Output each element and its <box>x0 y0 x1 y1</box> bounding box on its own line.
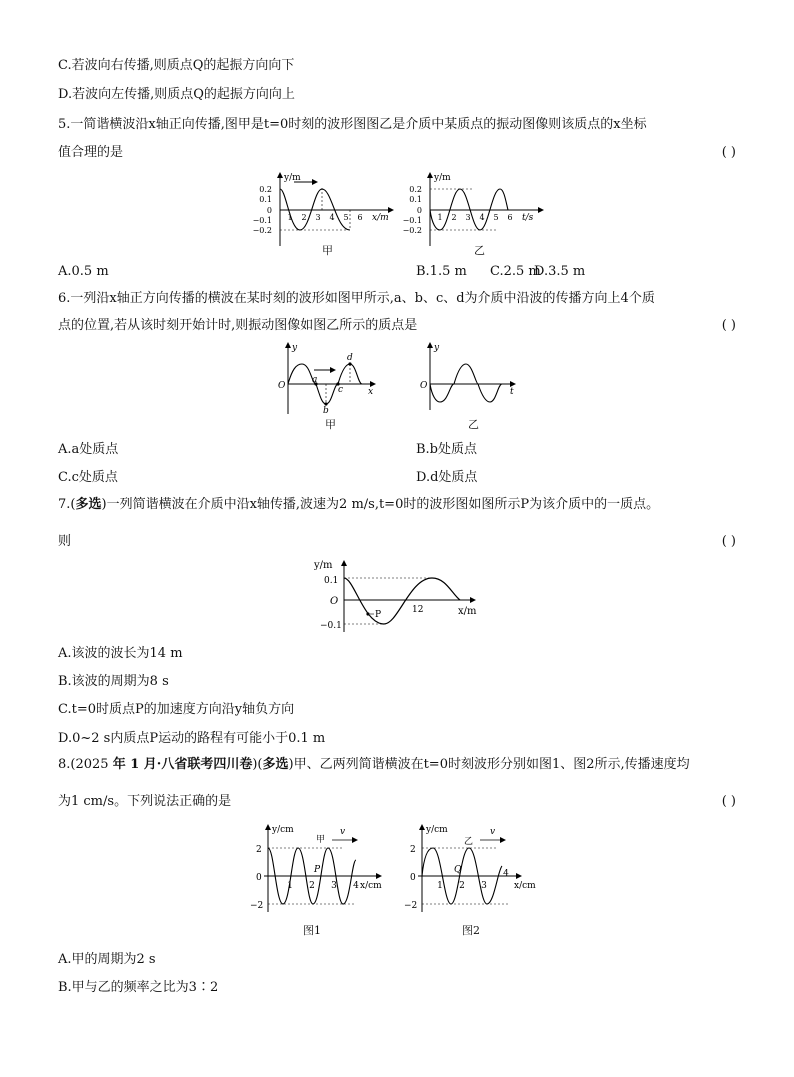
q8-option-a: A.甲的周期为2 s <box>58 952 156 967</box>
q6-option-d: D.d处质点 <box>416 470 478 485</box>
q4-option-d: D.若波向左传播,则质点Q的起振方向向上 <box>58 87 295 102</box>
f5a-xtick: 4 <box>329 213 335 222</box>
q6-caption-jia: 甲 <box>325 418 336 431</box>
q7-figure <box>310 556 490 638</box>
q6-stem-line1: 6.一列沿x轴正方向传播的横波在某时刻的波形如图甲所示,a、b、c、d为介质中沿波的传播方向上4个质 <box>58 291 655 306</box>
f6a-point-d: d <box>347 353 353 363</box>
f5b-ytick: 0.1 <box>409 195 422 204</box>
f6b-ylabel: y <box>434 343 440 353</box>
f7-ylabel: y/m <box>314 560 333 571</box>
f5a-ylabel: y/m <box>284 173 301 183</box>
q7-option-a: A.该波的波长为14 m <box>58 646 183 661</box>
q5-stem-line2: 值合理的是 <box>58 145 124 160</box>
f8b-point-q: Q <box>454 865 462 875</box>
f8a-xtick: 3 <box>331 881 337 891</box>
f5a-ytick: 0.2 <box>259 185 272 194</box>
q8-figure-1 <box>250 820 400 919</box>
q7-stem-line1: 7.(多选)一列简谐横波在介质中沿x轴传播,波速为2 m/s,t=0时的波形图如图所示P为该介质中的一质点。 <box>58 497 660 512</box>
q8-stem-line1: 8.(2025 年 1 月·八省联考四川卷)(多选)甲、乙两列简谐横波在t=0时刻波形分别如图1、图2所示,传播速度均 <box>58 757 690 772</box>
q7-option-d: D.0~2 s内质点P运动的路程有可能小于0.1 m <box>58 731 326 746</box>
q8-figure-2 <box>404 820 554 919</box>
f6a-point-a: a <box>312 375 318 385</box>
f8b-xtick: 1 <box>437 881 443 891</box>
q5-caption-jia: 甲 <box>322 244 333 257</box>
f8a-xtick: 1 <box>287 881 293 891</box>
f8b-xlabel: x/cm <box>514 881 536 891</box>
f7-ytick: 0.1 <box>324 576 339 586</box>
f8a-ylabel: y/cm <box>272 825 294 835</box>
f5b-xtick: 3 <box>465 213 471 222</box>
q6-figure-jia <box>276 340 386 424</box>
f5b-xtick: 1 <box>437 213 443 222</box>
q5-answer-blank: ( ) <box>721 145 736 160</box>
f5b-ytick: 0 <box>416 206 422 215</box>
q6-option-c: C.c处质点 <box>58 470 118 485</box>
f5b-xtick: 6 <box>507 213 513 222</box>
q5-option-c: C.2.5 m <box>490 264 541 279</box>
f6a-ylabel: y <box>292 343 298 353</box>
f5b-xtick: 5 <box>493 213 499 222</box>
f5b-xtick: 4 <box>479 213 485 222</box>
q6-caption-yi: 乙 <box>468 418 479 431</box>
q8-caption-fig1: 图1 <box>303 924 321 937</box>
f5a-ytick: −0.1 <box>252 216 272 225</box>
f5a-ytick: 0 <box>266 206 272 215</box>
f8a-point-p: P <box>314 865 321 875</box>
f7-ytick: −0.1 <box>320 621 342 631</box>
q6-option-b: B.b处质点 <box>416 442 478 457</box>
f6a-origin: O <box>278 381 286 391</box>
f6a-point-c: c <box>338 385 344 395</box>
q7-answer-blank: ( ) <box>721 534 736 549</box>
q6-answer-blank: ( ) <box>721 318 736 333</box>
f8b-ytick: 0 <box>410 873 416 883</box>
f8b-xtick: 4 <box>503 869 509 879</box>
f8a-v-label: v <box>340 827 346 837</box>
f8a-wave-name: 甲 <box>316 835 326 845</box>
f5b-ytick: −0.2 <box>402 226 422 235</box>
f8a-xtick: 2 <box>309 881 315 891</box>
f8a-xtick: 4 <box>353 881 359 891</box>
q8-option-b: B.甲与乙的频率之比为3∶2 <box>58 980 219 995</box>
q5-option-d: D.3.5 m <box>534 264 586 279</box>
f5a-xlabel: x/m <box>372 213 389 223</box>
q5-caption-yi: 乙 <box>474 244 485 257</box>
q6-figure-yi <box>418 340 528 424</box>
f8a-ytick: −2 <box>250 901 264 911</box>
f6b-origin: O <box>420 381 428 391</box>
q8-stem-line2: 为1 cm/s。下列说法正确的是 <box>58 794 232 809</box>
f5b-ytick: −0.1 <box>402 216 422 225</box>
q6-option-a: A.a处质点 <box>58 442 119 457</box>
f7-xtick: 12 <box>412 605 424 615</box>
q7-option-c: C.t=0时质点P的加速度方向沿y轴负方向 <box>58 702 295 717</box>
f5a-ytick: 0.1 <box>259 195 272 204</box>
f8b-ytick: −2 <box>404 901 418 911</box>
f7-point-p: P <box>375 610 382 620</box>
f5a-ytick: −0.2 <box>252 226 272 235</box>
f6a-xlabel: x <box>368 387 374 397</box>
f8a-xlabel: x/cm <box>360 881 382 891</box>
q6-stem-line2: 点的位置,若从该时刻开始计时,则振动图像如图乙所示的质点是 <box>58 318 418 333</box>
f7-origin: O <box>330 596 339 607</box>
f5a-xtick: 2 <box>301 213 307 222</box>
f8b-ylabel: y/cm <box>426 825 448 835</box>
f5b-ylabel: y/m <box>434 173 451 183</box>
f7-xlabel: x/m <box>458 606 477 617</box>
f8b-ytick: 2 <box>410 845 416 855</box>
f8a-ytick: 2 <box>256 845 262 855</box>
f5a-xtick: 6 <box>357 213 363 222</box>
f6b-xlabel: t <box>510 387 514 397</box>
f5b-xlabel: t/s <box>522 213 534 223</box>
f8b-xtick: 2 <box>459 881 465 891</box>
f5a-xtick: 1 <box>287 213 293 222</box>
q8-caption-fig2: 图2 <box>462 924 480 937</box>
q4-option-c: C.若波向右传播,则质点Q的起振方向向下 <box>58 58 295 73</box>
f8b-wave-name: 乙 <box>464 837 474 847</box>
f8a-ytick: 0 <box>256 873 262 883</box>
f8b-xtick: 3 <box>481 881 487 891</box>
q5-stem-line1: 5.一简谐横波沿x轴正向传播,图甲是t=0时刻的波形图图乙是介质中某质点的振动图像则该质点的x坐标 <box>58 117 647 132</box>
q5-option-a: A.0.5 m <box>58 264 109 279</box>
q7-stem-line2: 则 <box>58 534 72 549</box>
q8-answer-blank: ( ) <box>721 794 736 809</box>
f5a-xtick: 3 <box>315 213 321 222</box>
f5a-xtick: 5 <box>343 213 349 222</box>
f8b-v-label: v <box>490 827 496 837</box>
f5b-ytick: 0.2 <box>409 185 422 194</box>
q5-option-b: B.1.5 m <box>416 264 467 279</box>
f5b-xtick: 2 <box>451 213 457 222</box>
f6a-point-b: b <box>323 406 329 416</box>
q7-option-b: B.该波的周期为8 s <box>58 674 169 689</box>
